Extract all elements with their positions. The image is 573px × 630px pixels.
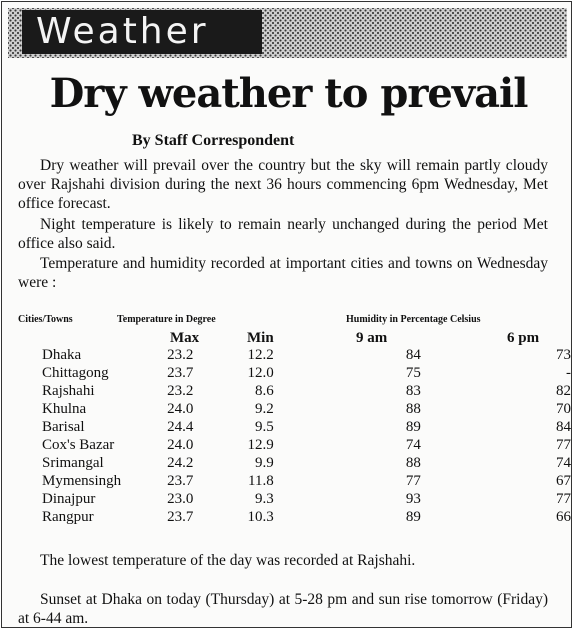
cell-am: 88 — [405, 401, 421, 417]
table-row — [42, 454, 571, 472]
byline: By Staff Correspondent — [132, 132, 295, 149]
table-row — [42, 490, 571, 508]
cell-min: 9.3 — [254, 491, 274, 507]
header-cities: Cities/Towns — [18, 314, 73, 325]
cell-spacer — [274, 436, 394, 454]
cell-pm: 70 — [556, 401, 571, 417]
cell-min: 12.9 — [247, 437, 274, 453]
paragraph-table-intro: Temperature and humidity recorded at important cities and towns on Wednesday were : — [18, 255, 548, 291]
cell-am: 88 — [405, 455, 421, 471]
section-label: Weather — [22, 10, 262, 54]
cell-am: 75 — [405, 365, 421, 381]
cell-spacer — [274, 364, 394, 382]
cell-max: 24.2 — [167, 455, 194, 471]
cell-max: 24.0 — [167, 401, 194, 417]
cell-spacer — [274, 472, 394, 490]
header-temperature: Temperature in Degree — [117, 314, 216, 325]
cell-spacer — [274, 346, 394, 364]
subheader-9am: 9 am — [356, 330, 388, 346]
cell-am: 77 — [405, 473, 421, 489]
table-row — [42, 382, 571, 400]
cell-max: 23.7 — [167, 509, 194, 525]
cell-pm: 77 — [556, 437, 571, 453]
cell-city: Chittagong — [42, 365, 109, 381]
newspaper-clipping — [1, 1, 572, 628]
section-banner — [8, 8, 567, 58]
table-row — [42, 400, 571, 418]
table-row — [42, 508, 571, 526]
cell-city: Rangpur — [42, 509, 94, 525]
subheader-min: Min — [247, 330, 274, 346]
cell-min: 12.0 — [247, 365, 274, 381]
cell-pm: 73 — [556, 347, 571, 363]
cell-pm: 66 — [556, 509, 571, 525]
cell-max: 24.0 — [167, 437, 194, 453]
cell-min: 10.3 — [247, 509, 274, 525]
cell-city: Rajshahi — [42, 383, 95, 399]
cell-spacer — [274, 400, 394, 418]
subheader-6pm: 6 pm — [507, 330, 540, 346]
cell-city: Mymensingh — [42, 473, 122, 489]
cell-pm: 67 — [556, 473, 571, 489]
cell-spacer — [274, 418, 394, 436]
cell-pm: 77 — [556, 491, 571, 507]
cell-am: 89 — [405, 419, 421, 435]
cell-min: 11.8 — [248, 473, 274, 489]
cell-spacer — [274, 508, 394, 526]
cell-spacer — [274, 490, 394, 508]
paragraph-lowest-temperature: The lowest temperature of the day was recorded at Rajshahi. — [40, 552, 416, 569]
cell-am: 74 — [405, 437, 421, 453]
cell-pm: - — [566, 365, 571, 381]
cell-city: Dhaka — [42, 347, 82, 363]
table-row — [42, 436, 571, 454]
headline: Dry weather to prevail — [49, 70, 528, 117]
cell-pm: 82 — [556, 383, 571, 399]
cell-city: Dinajpur — [42, 491, 96, 507]
cell-min: 9.2 — [254, 401, 274, 417]
cell-am: 89 — [405, 509, 421, 525]
cell-city: Srimangal — [42, 455, 104, 471]
cell-max: 23.2 — [167, 347, 194, 363]
cell-max: 24.4 — [167, 419, 194, 435]
paragraph-sunset-sunrise: Sunset at Dhaka on today (Thursday) at 5-28 pm and sun rise tomorrow (Friday) at 6-44 am. — [18, 591, 548, 627]
cell-city: Khulna — [42, 401, 87, 417]
cell-min: 9.5 — [254, 419, 274, 435]
table-row — [42, 364, 571, 382]
cell-spacer — [274, 454, 394, 472]
cell-max: 23.0 — [167, 491, 194, 507]
table-row — [42, 346, 571, 364]
paragraph-forecast: Dry weather will prevail over the country but the sky will remain partly cloudy over Rajshahi division during the next 36 hours commencing 6pm Wednesday, Met office forecast. — [18, 157, 548, 212]
cell-city: Cox's Bazar — [42, 437, 115, 453]
paragraph-night-temperature: Night temperature is likely to remain nearly unchanged during the period Met office also said. — [18, 216, 548, 252]
cell-am: 83 — [405, 383, 421, 399]
cell-pm: 84 — [556, 419, 571, 435]
table-row — [42, 418, 571, 436]
cell-city: Barisal — [42, 419, 85, 435]
subheader-max: Max — [170, 330, 200, 346]
cell-am: 84 — [405, 347, 421, 363]
cell-am: 93 — [405, 491, 421, 507]
header-humidity: Humidity in Percentage Celsius — [346, 314, 481, 325]
cell-min: 9.9 — [254, 455, 274, 471]
cell-max: 23.2 — [167, 383, 194, 399]
table-row — [42, 472, 571, 490]
cell-pm: 74 — [556, 455, 571, 471]
cell-min: 8.6 — [254, 383, 274, 399]
cell-spacer — [274, 382, 394, 400]
cell-min: 12.2 — [247, 347, 274, 363]
cell-max: 23.7 — [167, 473, 194, 489]
cell-max: 23.7 — [167, 365, 194, 381]
weather-table — [42, 346, 571, 526]
